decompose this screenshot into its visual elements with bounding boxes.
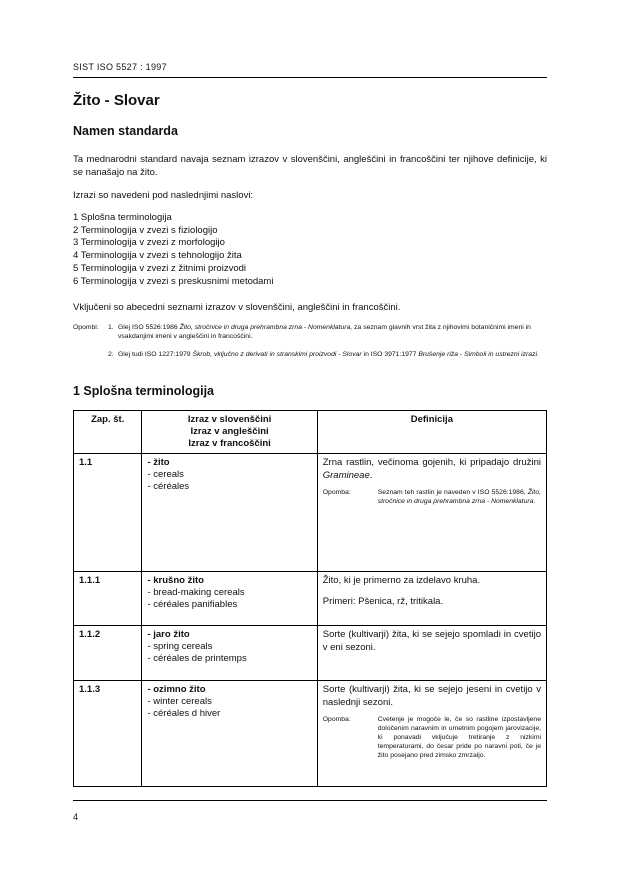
- list-item: 3 Terminologija v zvezi z morfologijo: [73, 237, 225, 249]
- note-2: [108, 350, 547, 359]
- entry-terms: [142, 681, 317, 787]
- entry-terms: [142, 626, 317, 681]
- definition-note: [323, 488, 541, 506]
- definition-text: Sorte (kultivarji) žita, ki se sejejo jeseni in cvetijo v naslednji sezoni.: [322, 684, 541, 708]
- note-2-number: 2.: [108, 351, 114, 358]
- list-item: 5 Terminologija v zvezi z žitnimi proizvodi: [73, 262, 246, 274]
- note-1: [108, 323, 547, 341]
- entry-definition: [317, 626, 546, 681]
- column-header-term-en: Izraz v angleščini: [190, 426, 269, 437]
- heading-list: [73, 212, 273, 288]
- term-english: - spring cereals: [147, 641, 213, 653]
- terminology-table: [73, 410, 547, 787]
- table-header-row: [74, 411, 547, 454]
- entry-terms: [142, 572, 317, 626]
- note-1-title: Žito, stročnice in druga prehrambna zrna - Nomenklatura,: [179, 324, 353, 331]
- definition-family: Gramineae: [322, 469, 370, 481]
- term-english: - winter cereals: [147, 696, 212, 708]
- scope-heading: Namen standarda: [73, 124, 178, 138]
- note-1-text-end: za seznam glavnih vrst žita z njihovimi botaničnimi imeni in vsakdanjimi imeni v angleščini in francoščini.: [118, 324, 531, 340]
- entry-number: 1.1: [74, 454, 142, 572]
- entry-number: 1.1.2: [74, 626, 142, 681]
- footer-rule: [73, 800, 547, 801]
- scope-paragraph-2: Izrazi so navedeni pod naslednjimi naslovi:: [73, 190, 254, 201]
- term-french: - céréales: [147, 481, 190, 493]
- notes-label: Opombi:: [73, 324, 99, 331]
- term-french: - céréales de printemps: [147, 653, 247, 665]
- table-row: [74, 626, 547, 681]
- entry-definition: [317, 681, 546, 787]
- column-header-definition: Definicija: [317, 411, 546, 454]
- term-slovenian: - krušno žito: [147, 575, 204, 586]
- list-item: 6 Terminologija v zvezi s preskusnimi metodami: [73, 275, 274, 287]
- section-1-heading: 1 Splošna terminologija: [73, 384, 214, 398]
- term-french: - céréales panifiables: [147, 599, 238, 611]
- header-rule: [73, 77, 547, 78]
- note-2-text-mid: in ISO 3971:1977: [361, 351, 419, 358]
- term-english: - cereals: [147, 469, 184, 481]
- term-french: - céréales d hiver: [147, 708, 221, 720]
- page-number: 4: [73, 812, 79, 822]
- entry-definition: [317, 572, 546, 626]
- list-item: 4 Terminologija v zvezi s tehnologijo žita: [73, 250, 242, 262]
- definition-examples: Primeri: Pšenica, rž, tritikala.: [322, 595, 444, 607]
- note-2-text: Glej tudi ISO 1227:1979: [118, 351, 193, 358]
- note-1-text: Glej ISO 5526:1986: [118, 324, 180, 331]
- term-english: - bread-making cereals: [147, 587, 245, 599]
- note-label: Opomba:: [322, 716, 351, 723]
- term-slovenian: - žito: [147, 457, 170, 468]
- entry-terms: [142, 454, 317, 572]
- definition-text: Sorte (kultivarji) žita, ki se sejejo spomladi in cvetijo v eni sezoni.: [322, 629, 541, 653]
- term-slovenian: - jaro žito: [147, 629, 190, 640]
- table-row: [74, 681, 547, 787]
- table-row: [74, 572, 547, 626]
- column-header-term-sl: Izraz v slovenščini: [187, 414, 272, 425]
- column-header-terms: [142, 411, 317, 454]
- note-1-number: 1.: [108, 324, 114, 331]
- note-text: Seznam teh rastlin je naveden v ISO 5526:1986, Žito, stročnice in druga prehrambna zrna - Nomenklatura.: [377, 489, 541, 505]
- term-slovenian: - ozimno žito: [147, 684, 206, 695]
- note-label: Opomba:: [322, 489, 351, 496]
- table-row: [74, 454, 547, 572]
- document-title: Žito - Slovar: [73, 92, 160, 109]
- definition-text: Zrna rastlin, večinoma gojenih, ki pripadajo družini Gramineae.: [322, 457, 541, 481]
- standard-id-header: SIST ISO 5527 : 1997: [73, 62, 167, 72]
- entry-definition: [317, 454, 546, 572]
- scope-paragraph-1: Ta mednarodni standard navaja seznam izrazov v slovenščini, angleščini in francoščini ter njihove definicije, ki se nanašajo na žito.: [73, 154, 547, 178]
- definition-note: [323, 715, 541, 760]
- column-header-term-fr: Izraz v francoščini: [188, 438, 271, 449]
- scope-paragraph-3: Vključeni so abecedni seznami izrazov v slovenščini, angleščini in francoščini.: [73, 302, 401, 313]
- definition-text: Žito, ki je primerno za izdelavo kruha.: [322, 575, 481, 586]
- note-text: Cvetenje je mogoče le, če so rastline izpostavljene določenim naravnim in umetnim pogojem jarovizacije, ki ponavadi vključuje tretiranje z nizkimi temperaturami, do česar pride po naravni poti, če je žito posejano pred zimsko zmrzaljo.: [377, 716, 541, 759]
- entry-number: 1.1.1: [74, 572, 142, 626]
- column-header-number: Zap. št.: [74, 411, 142, 454]
- note-2-title: Škrob, vključno z derivati in stranskimi proizvodi - Slovar: [192, 351, 362, 358]
- list-item: 1 Splošna terminologija: [73, 212, 172, 223]
- entry-number: 1.1.3: [74, 681, 142, 787]
- note-2-title-2: Brušenje riža - Simboli in ustrezni izrazi.: [418, 351, 539, 358]
- list-item: 2 Terminologija v zvezi s fiziologijo: [73, 224, 218, 236]
